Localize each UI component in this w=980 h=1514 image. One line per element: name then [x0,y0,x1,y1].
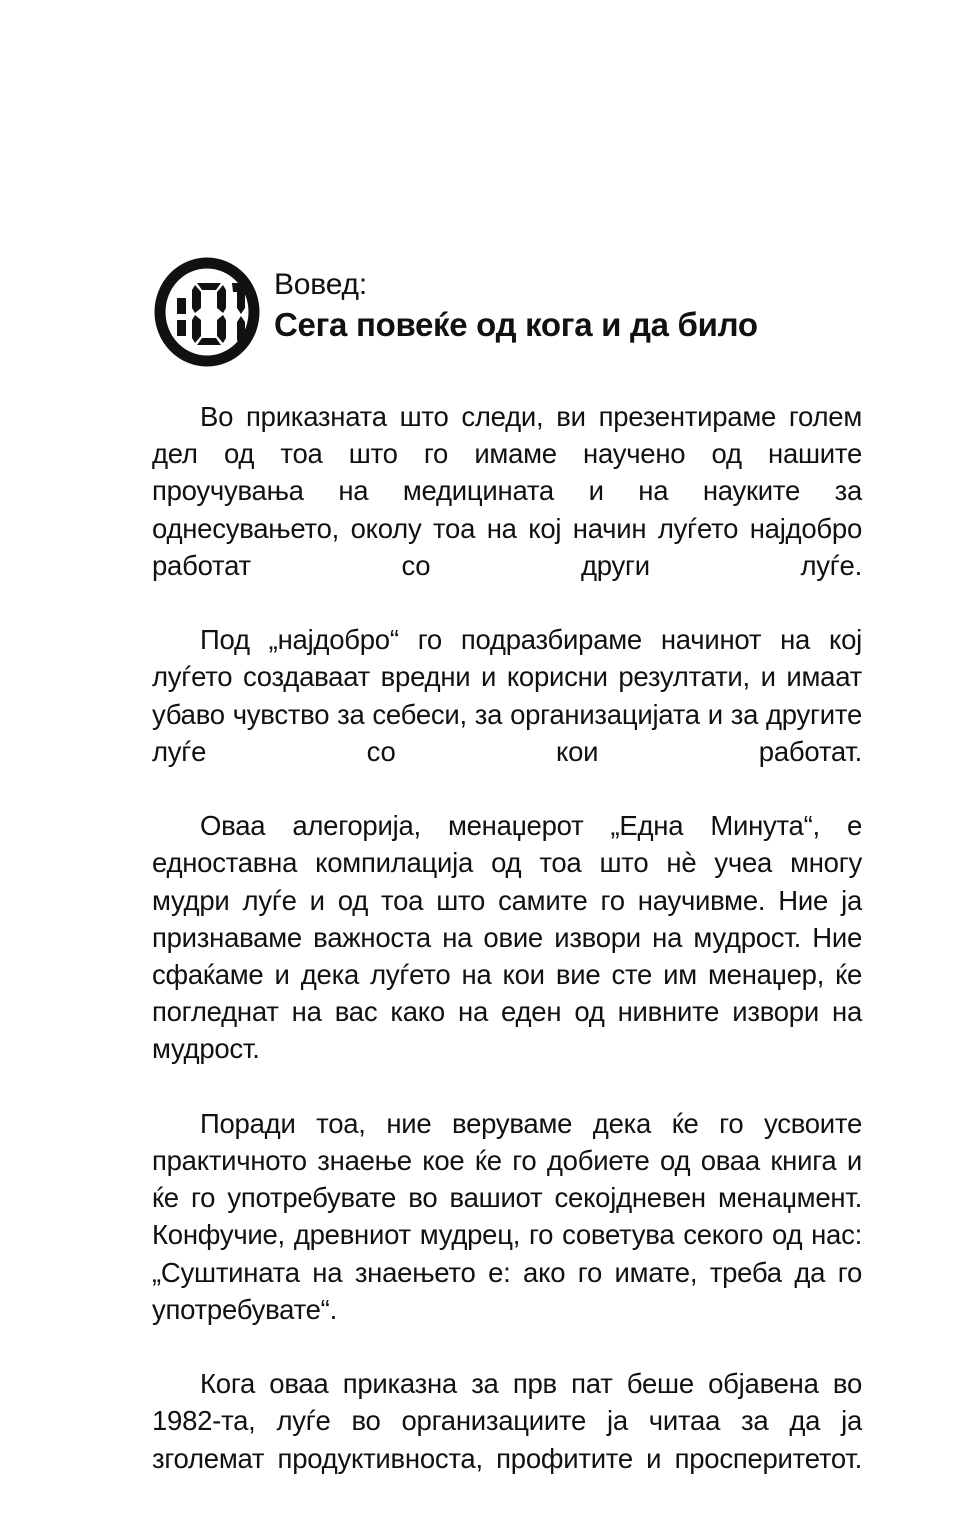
chapter-heading [152,256,864,368]
digital-clock-01-icon [152,256,262,368]
paragraph: Во приказната што следи, ви презентираме голем дел од тоа што го имаме научено од нашите проучувања на медицината и на науките за однесувањето, околу тоа на кој начин луѓето најдобро работат со други луѓе. [152,401,862,581]
paragraph: Под „најдобро“ го подразбираме начинот на кој луѓето создаваат вредни и корисни резултати, и имаат убаво чувство за себеси, за организацијата и за другите луѓе со кои работат. [152,624,862,767]
chapter-title-group [274,256,758,346]
paragraph: Кога оваа приказна за прв пат беше објавена во 1982-та, луѓе во организациите ја читаа за да ја зголемат продуктивноста, профитите и просперитетот. [152,1368,862,1474]
paragraph: Поради тоа, ние веруваме дека ќе го усвоите практичното знаење кое ќе го добиете од оваа книга и ќе го употребувате во вашиот секојдневен менаџмент. Конфучие, древниот мудрец, го советува секого од нас: „Суштината на знаењето е: ако го имате, треба да го употребувате“. [152,1107,862,1325]
body-text [152,398,862,1514]
chapter-title: Сега повеќе од кога и да било [274,306,758,343]
paragraph: Оваа алегорија, менаџерот „Една Минута“, е едноставна компилација од тоа што нѐ учеа многу мудри луѓе и од тоа што самите го научивме. Ние ја признаваме важноста на овие извори на мудрост. Ние сфаќаме и дека луѓето на кои вие сте им менаџер, ќе погледнат на вас како на еден од нивните извори на мудрост. [152,810,862,1065]
chapter-eyebrow: Вовед: [274,268,367,301]
